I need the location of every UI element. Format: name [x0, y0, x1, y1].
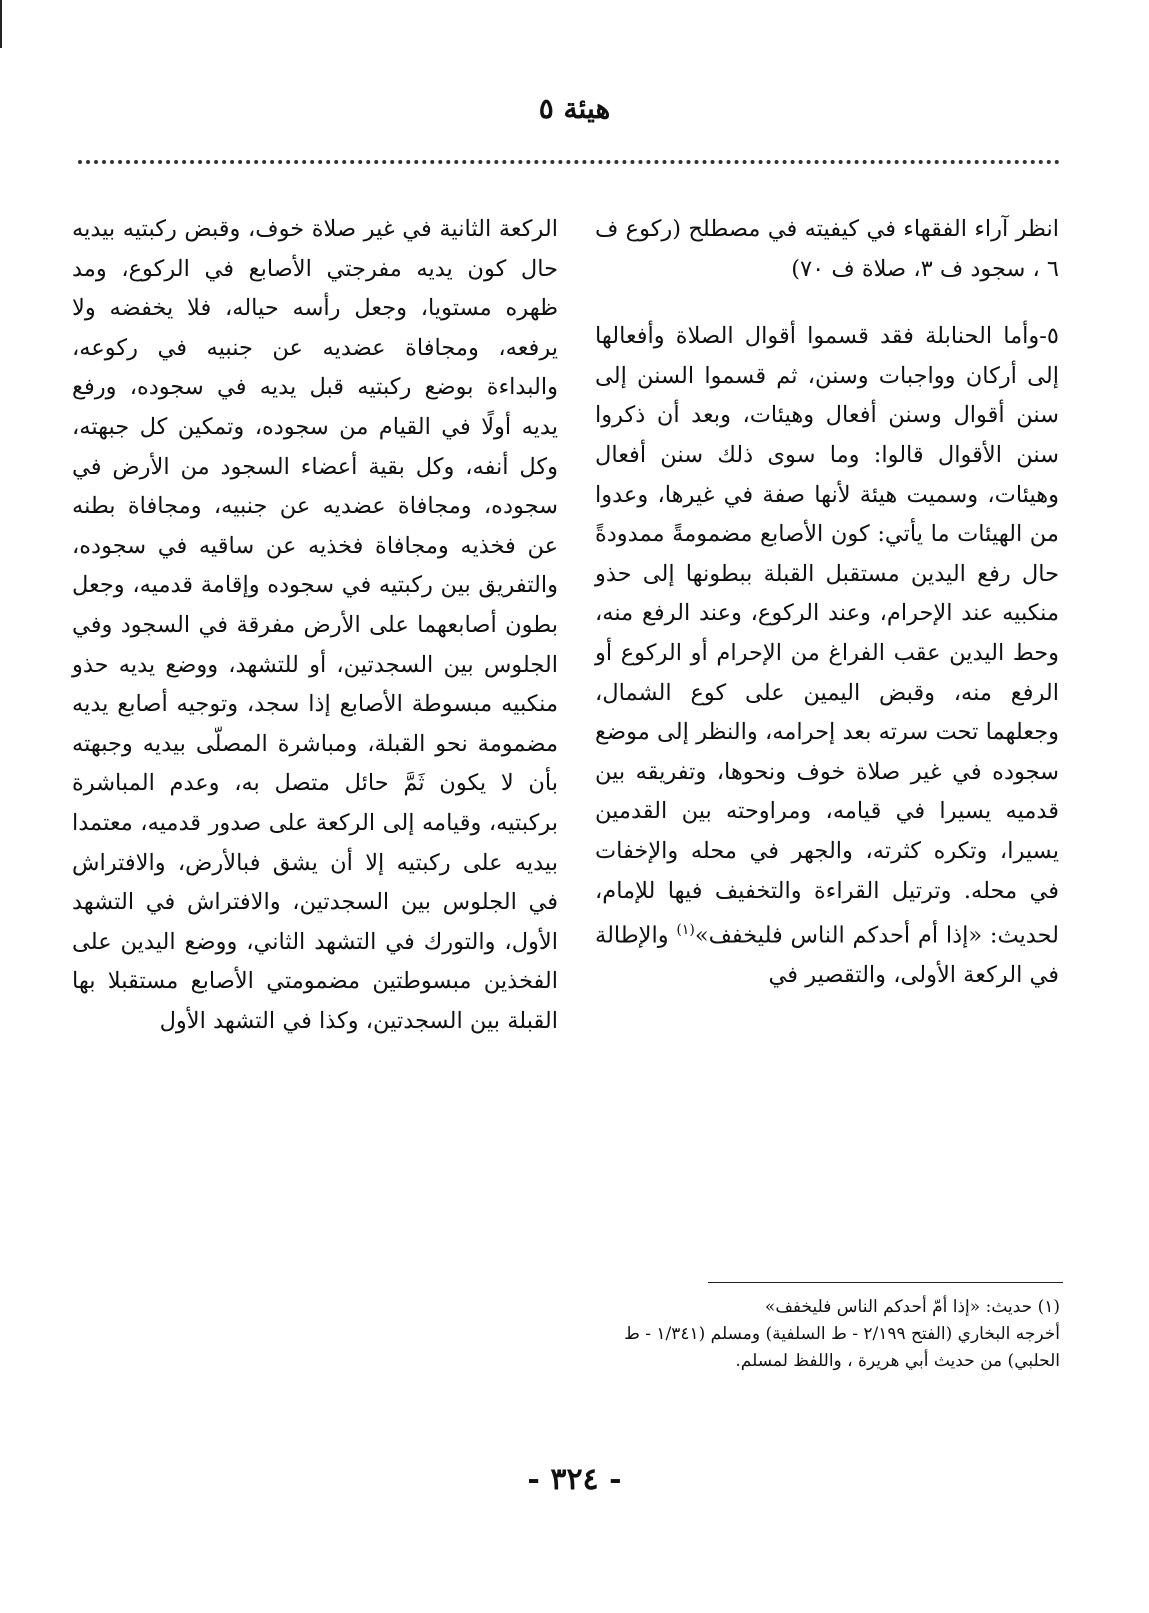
footnote-divider [708, 1282, 1063, 1283]
footnotes [590, 1294, 1060, 1375]
header-divider [78, 160, 1060, 164]
footnote-reference-1[interactable]: (١) [676, 922, 695, 939]
paragraph-continued: الركعة الثانية في غير صلاة خوف، وقبض ركبتيه بيديه حال كون يديه مفرجتي الأصابع في الركوع، ومد ظهره مستويا، وجعل رأسه حياله، فلا يخفضه ولا يرفعه، ومجافاة عضديه عن جنبيه في ركوعه، والبداءة بوضع ركبتيه قبل يديه في سجوده، ورفع يديه أولًا في القيام من سجوده، وتمكين كل جبهته، وكل أنفه، وكل بقية أعضاء السجود من الأرض في سجوده، ومجافاة عضديه عن جنبيه، ومجافاة بطنه عن فخذيه ومجافاة فخذيه عن ساقيه في سجوده، والتفريق بين ركبتيه في سجوده وإقامة قدميه، وجعل بطون أصابعهما على الأرض مفرقة في السجود وفي الجلوس بين السجدتين، أو للتشهد، ووضع يديه حذو منكبيه مبسوطة الأصابع إذا سجد، وتوجيه أصابع يديه مضمومة نحو القبلة، ومباشرة المصلّى بيديه وجبهته بأن لا يكون ثَمَّ حائل متصل به، وعدم المباشرة بركبتيه، وقيامه إلى الركعة على صدور قدميه، معتمدا بيديه على ركبتيه إلا أن يشق فبالأرض، والافتراش في الجلوس بين السجدتين، والافتراش في التشهد الأول، والتورك في التشهد الثاني، ووضع اليدين على الفخذين مبسوطتين مضمومتي الأصابع مستقبلا بها القبلة بين السجدتين، وكذا في التشهد الأول [72, 216, 558, 1034]
paragraph-reference: انظر آراء الفقهاء في كيفيته في مصطلح (ركوع ف ٦ ، سجود ف ٣، صلاة ف ٧٠) [595, 216, 1059, 282]
paragraph-hanabila-end: والإطالة في الركعة الأولى، والتقصير في [595, 922, 1059, 989]
left-column [72, 210, 558, 1041]
page-edge-mark [0, 0, 2, 48]
right-column [595, 210, 1059, 996]
paragraph-hanabila-text: ٥-وأما الحنابلة فقد قسموا أقوال الصلاة وأفعالها إلى أركان وواجبات وسنن، ثم قسموا السنن إلى سنن أقوال وسنن أفعال وهيئات، وبعد أن ذكروا سنن الأقوال قالوا: وما سوى ذلك سنن أفعال وهيئات، وسميت هيئة لأنها صفة في غيرها، وعدوا من الهيئات ما يأتي: كون الأصابع مضمومةً ممدودةً حال رفع اليدين مستقبل القبلة ببطونها إلى حذو منكبيه عند الإحرام، وعند الركوع، وعند الرفع منه، وحط اليدين عقب الفراغ من الإحرام أو الركوع أو الرفع منه، وقبض اليمين على كوع الشمال، وجعلهما تحت سرته بعد إحرامه، والنظر إلى موضع سجوده في غير صلاة خوف ونحوها، وتفريقه بين قدميه يسيرا في قيامه، ومراوحته بين القدمين يسيرا، وتكره كثرته، والجهر في محله والإخفات في محله. وترتيل القراءة والتخفيف فيها للإمام، لحديث: «إذا أم أحدكم الناس فليخفف» [595, 323, 1059, 949]
footnote-1-source: أخرجه البخاري (الفتح ٢/١٩٩ - ط السلفية) ومسلم (١/٣٤١ - ط الحلبي) من حديث أبي هريرة ، واللفظ لمسلم. [624, 1324, 1060, 1371]
paragraph-hanabila [595, 317, 1059, 996]
footnote-1-title: (١) حديث: «إذا أمّ أحدكم الناس فليخفف» [764, 1297, 1060, 1317]
page-header-title: هيئة ٥ [538, 92, 611, 125]
page-number: - ٣٢٤ - [527, 1462, 622, 1497]
